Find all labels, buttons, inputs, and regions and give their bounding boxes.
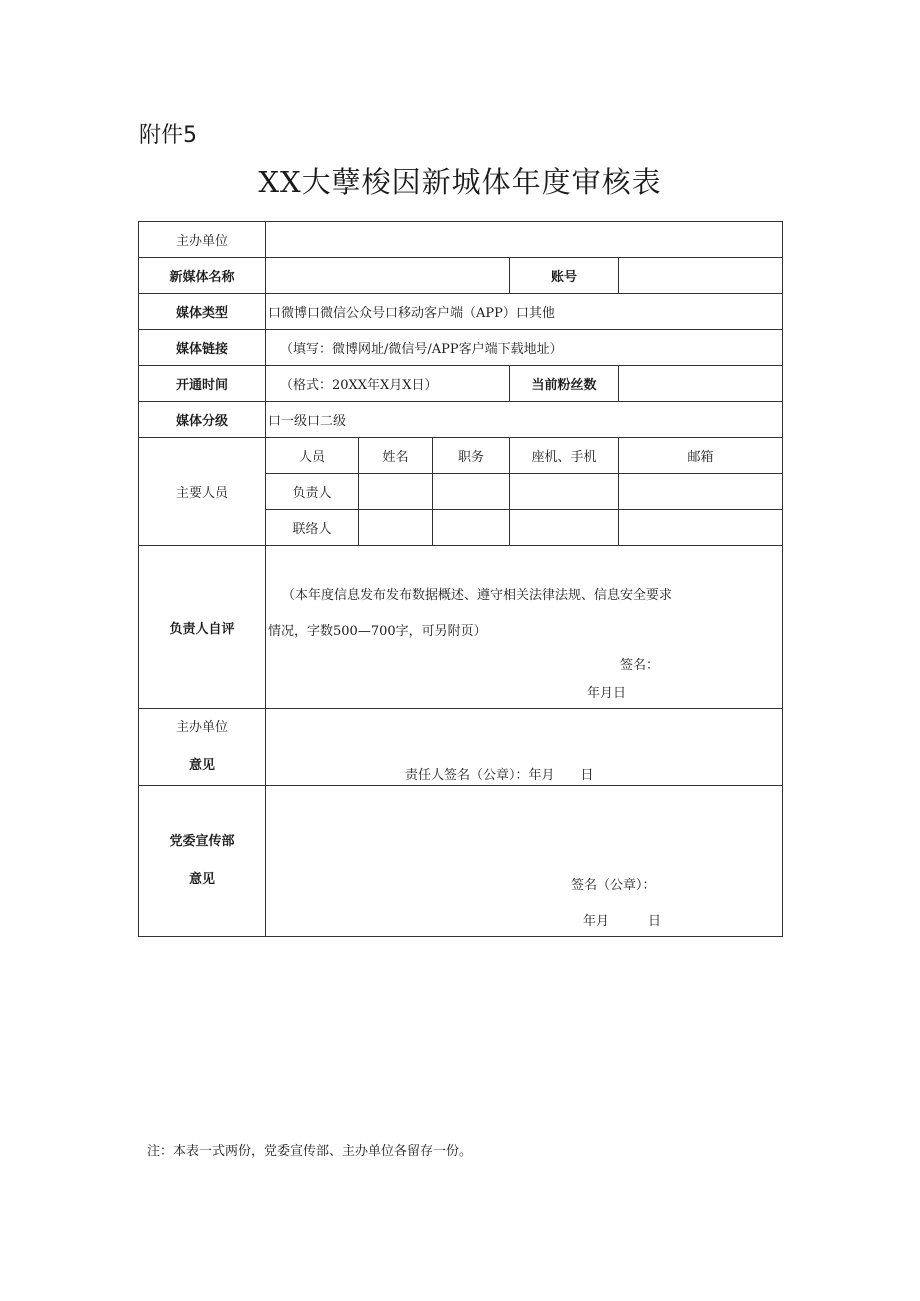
account-label: 账号 bbox=[510, 258, 619, 294]
leader-phone-field[interactable] bbox=[510, 474, 619, 510]
party-opinion-label-line2: 意见 bbox=[188, 872, 215, 887]
review-form-table bbox=[138, 221, 783, 937]
grade-row bbox=[139, 402, 783, 438]
self-eval-label: 负责人自评 bbox=[139, 546, 266, 709]
media-name-label: 新媒体名称 bbox=[139, 258, 266, 294]
contact-email-field[interactable] bbox=[619, 510, 783, 546]
staff-header-email: 邮箱 bbox=[619, 438, 783, 474]
media-link-row bbox=[139, 330, 783, 366]
staff-header-role: 人员 bbox=[266, 438, 359, 474]
host-opinion-row bbox=[139, 709, 783, 786]
self-eval-date: 年月日 bbox=[587, 686, 627, 701]
staff-role-leader: 负责人 bbox=[266, 474, 359, 510]
fans-label: 当前粉丝数 bbox=[510, 366, 619, 402]
grade-label: 媒体分级 bbox=[139, 402, 266, 438]
attachment-label: 附件5 bbox=[139, 123, 197, 148]
staff-header-row bbox=[139, 438, 783, 474]
host-opinion-sign: 责任人签名（公章）：年月 日 bbox=[405, 768, 594, 783]
open-time-row bbox=[139, 366, 783, 402]
party-opinion-row bbox=[139, 786, 783, 937]
self-eval-row bbox=[139, 546, 783, 709]
contact-phone-field[interactable] bbox=[510, 510, 619, 546]
account-field[interactable] bbox=[619, 258, 783, 294]
host-opinion-label bbox=[139, 709, 266, 786]
self-eval-sign: 签名： bbox=[620, 658, 660, 673]
grade-options[interactable]: 口一级口二级 bbox=[266, 402, 783, 438]
party-opinion-label bbox=[139, 786, 266, 937]
contact-position-field[interactable] bbox=[433, 510, 510, 546]
host-unit-field[interactable] bbox=[266, 222, 783, 258]
staff-header-phone: 座机、手机 bbox=[510, 438, 619, 474]
leader-email-field[interactable] bbox=[619, 474, 783, 510]
staff-header-position: 职务 bbox=[433, 438, 510, 474]
media-link-label: 媒体链接 bbox=[139, 330, 266, 366]
open-time-label: 开通时间 bbox=[139, 366, 266, 402]
media-type-label: 媒体类型 bbox=[139, 294, 266, 330]
staff-role-contact: 联络人 bbox=[266, 510, 359, 546]
fans-field[interactable] bbox=[619, 366, 783, 402]
leader-name-field[interactable] bbox=[359, 474, 433, 510]
host-unit-row bbox=[139, 222, 783, 258]
host-unit-label: 主办单位 bbox=[139, 222, 266, 258]
party-opinion-label-line1: 党委宣传部 bbox=[169, 834, 235, 849]
staff-header-name: 姓名 bbox=[359, 438, 433, 474]
media-type-row bbox=[139, 294, 783, 330]
self-eval-hint-1: （本年度信息发布发布数据概述、遵守相关法律法规、信息安全要求 bbox=[282, 588, 673, 603]
media-name-row bbox=[139, 258, 783, 294]
footnote: 注：本表一式两份，党委宣传部、主办单位各留存一份。 bbox=[147, 1144, 473, 1159]
self-eval-field[interactable] bbox=[266, 546, 783, 709]
staff-label: 主要人员 bbox=[139, 438, 266, 546]
media-name-field[interactable] bbox=[266, 258, 510, 294]
party-opinion-field[interactable] bbox=[266, 786, 783, 937]
media-type-options[interactable]: 口微博口微信公众号口移动客户端（APP）口其他 bbox=[266, 294, 783, 330]
party-opinion-sign: 签名（公章）： bbox=[571, 878, 656, 893]
page-title: XX大孽梭因新城体年度审核表 bbox=[258, 165, 662, 199]
leader-position-field[interactable] bbox=[433, 474, 510, 510]
open-time-field[interactable]: （格式：20XX年X月X日） bbox=[266, 366, 510, 402]
party-opinion-date: 年月 日 bbox=[583, 914, 662, 929]
host-opinion-field[interactable] bbox=[266, 709, 783, 786]
host-opinion-label-line2: 意见 bbox=[188, 758, 215, 773]
host-opinion-label-line1: 主办单位 bbox=[175, 720, 228, 735]
contact-name-field[interactable] bbox=[359, 510, 433, 546]
media-link-field[interactable]: （填写：微博网址/微信号/APP客户端下载地址） bbox=[266, 330, 783, 366]
self-eval-hint-2: 情况，字数500—700字，可另附页） bbox=[268, 624, 487, 639]
